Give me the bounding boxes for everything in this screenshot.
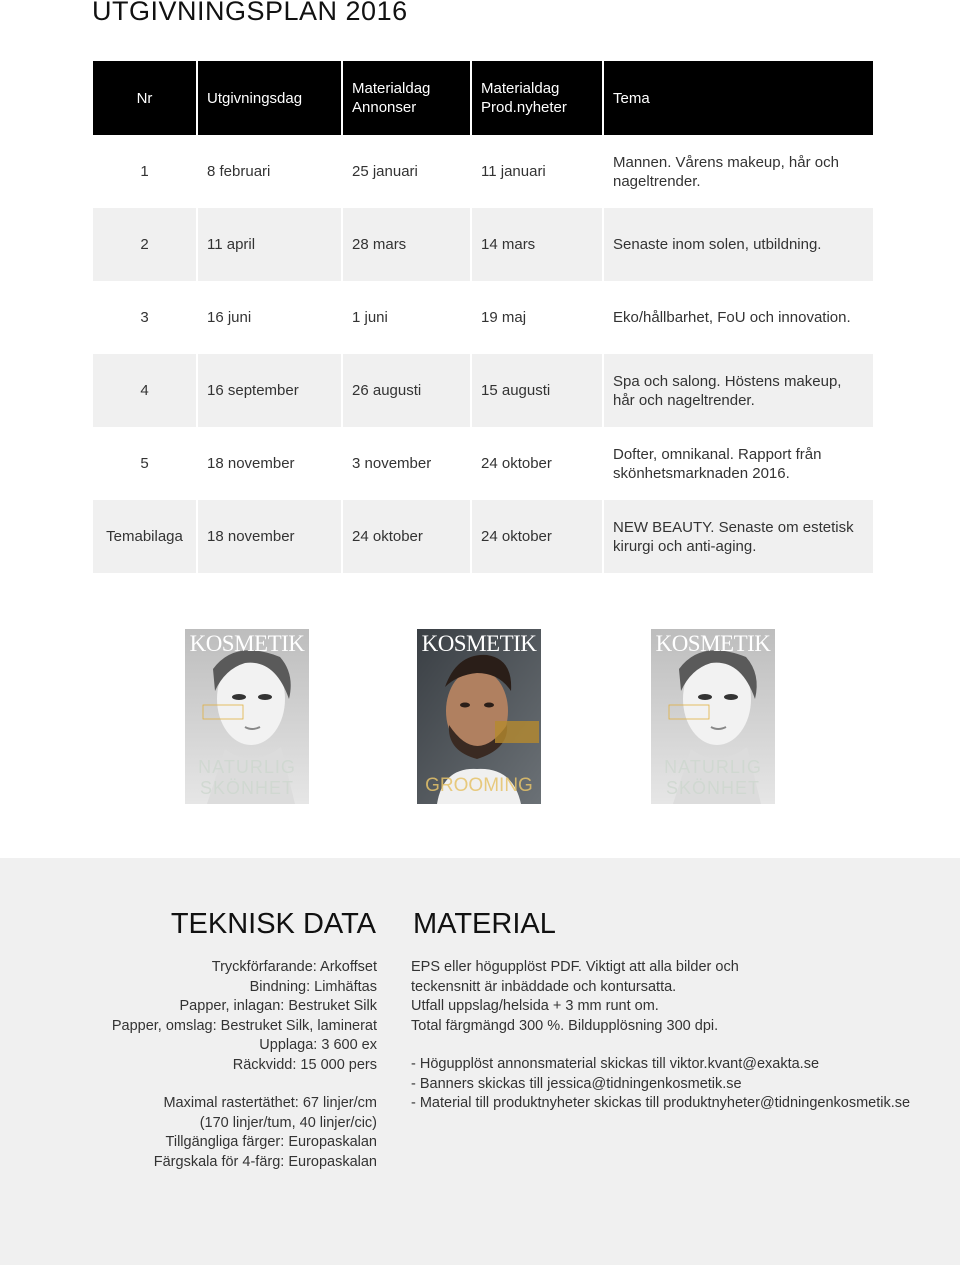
table-row (93, 208, 873, 281)
tech-line: Papper, inlagan: Bestruket Silk (179, 998, 377, 1014)
cell-theme: Eko/hållbarhet, FoU och innovation. (603, 281, 873, 354)
cover-masthead: KOSMETIK (655, 631, 771, 656)
table-row (93, 354, 873, 427)
material-line: Utfall uppslag/helsida + 3 mm runt om. (411, 998, 659, 1014)
cell-prod-date: 11 januari (471, 135, 603, 208)
table-row (93, 500, 873, 573)
tech-line: (170 linjer/tum, 40 linjer/cic) (199, 1114, 377, 1131)
cell-nr: 3 (140, 309, 149, 326)
cell-theme: Mannen. Vårens makeup, hår och nageltrender. (603, 135, 873, 208)
release-schedule-table (93, 61, 873, 573)
table-row (93, 135, 873, 208)
tech-line: Maximal rastertäthet: 67 linjer/cm (163, 1095, 377, 1111)
cell-theme: Spa och salong. Höstens makeup, hår och nageltrender. (603, 354, 873, 427)
tech-line: Papper, omslag: Bestruket Silk, laminerat (111, 1017, 377, 1034)
cover-headline: GROOMING (425, 775, 533, 796)
spacer (112, 1075, 377, 1094)
cell-nr: 1 (140, 163, 149, 180)
header-ad-material-date (342, 61, 471, 135)
header-ad-line1: Materialdag (352, 80, 431, 97)
magazine-cover-image (185, 629, 309, 804)
header-nr: Nr (136, 89, 153, 107)
magazine-cover-image (651, 629, 775, 804)
cell-prod-date: 24 oktober (471, 500, 603, 573)
cell-release-date: 11 april (197, 208, 342, 281)
cell-release-date: 16 september (197, 354, 342, 427)
table-row (93, 427, 873, 500)
technical-data-heading: TEKNISK DATA (170, 908, 376, 940)
cover-headline: NATURLIG SKÖNHET (664, 757, 762, 798)
cell-ad-date: 1 juni (342, 281, 471, 354)
cell-theme: NEW BEAUTY. Senaste om estetisk kirurgi och anti-aging. (603, 500, 873, 573)
cell-release-date: 18 november (197, 427, 342, 500)
cell-prod-date: 24 oktober (471, 427, 603, 500)
header-theme: Tema (603, 61, 873, 135)
cell-ad-date: 3 november (342, 427, 471, 500)
page-title: UTGIVNINGSPLAN 2016 (92, 0, 408, 26)
material-line: teckensnitt är inbäddade och kontursatta. (411, 978, 677, 995)
cover-masthead: KOSMETIK (189, 631, 305, 656)
header-release-date: Utgivningsdag (197, 61, 342, 135)
cell-release-date: 16 juni (197, 281, 342, 354)
material-list (411, 958, 910, 1114)
magazine-cover-image (417, 629, 541, 804)
header-product-material-date (471, 61, 603, 135)
material-line: EPS eller högupplöst PDF. Viktigt att alla bilder och (411, 959, 739, 975)
tech-line: Tillgängliga färger: Europaskalan (165, 1134, 377, 1150)
cell-release-date: 18 november (197, 500, 342, 573)
cover-headline: NATURLIG SKÖNHET (198, 757, 296, 798)
cell-theme: Dofter, omnikanal. Rapport från skönhetsmarknaden 2016. (603, 427, 873, 500)
cell-release-date: 8 februari (197, 135, 342, 208)
cell-prod-date: 14 mars (471, 208, 603, 281)
tech-line: Upplaga: 3 600 ex (259, 1037, 377, 1053)
cell-ad-date: 24 oktober (342, 500, 471, 573)
material-line: - Banners skickas till jessica@tidningenkosmetik.se (411, 1075, 742, 1092)
cell-ad-date: 25 januari (342, 135, 471, 208)
material-line: - Högupplöst annonsmaterial skickas till viktor.kvant@exakta.se (411, 1056, 820, 1072)
material-line: Total färgmängd 300 %. Bildupplösning 300 dpi. (411, 1017, 719, 1034)
tech-line: Färgskala för 4-färg: Europaskalan (153, 1153, 377, 1170)
material-line: - Material till produktnyheter skickas till produktnyheter@tidningenkosmetik.se (411, 1095, 911, 1111)
tech-line: Bindning: Limhäftas (249, 978, 377, 995)
cell-ad-date: 28 mars (342, 208, 471, 281)
cell-nr: 2 (140, 236, 149, 253)
spacer (411, 1036, 910, 1055)
cell-prod-date: 15 augusti (471, 354, 603, 427)
tech-line: Tryckförfarande: Arkoffset (211, 959, 377, 975)
cell-prod-date: 19 maj (471, 281, 603, 354)
magazine-covers (0, 629, 960, 805)
header-ad-line2: Annonser (352, 99, 417, 116)
tech-line: Räckvidd: 15 000 pers (232, 1056, 377, 1073)
cell-nr: Temabilaga (106, 528, 183, 545)
technical-data-list (112, 958, 377, 1172)
cell-ad-date: 26 augusti (342, 354, 471, 427)
cover-masthead: KOSMETIK (421, 631, 537, 656)
header-prod-line1: Materialdag (481, 80, 560, 97)
cell-nr: 5 (140, 455, 149, 472)
cell-theme: Senaste inom solen, utbildning. (603, 208, 873, 281)
table-header-row (93, 61, 873, 135)
material-heading: MATERIAL (413, 908, 556, 940)
technical-data-section (0, 858, 960, 1265)
cell-nr: 4 (140, 382, 149, 399)
table-row (93, 281, 873, 354)
header-prod-line2: Prod.nyheter (481, 99, 567, 116)
